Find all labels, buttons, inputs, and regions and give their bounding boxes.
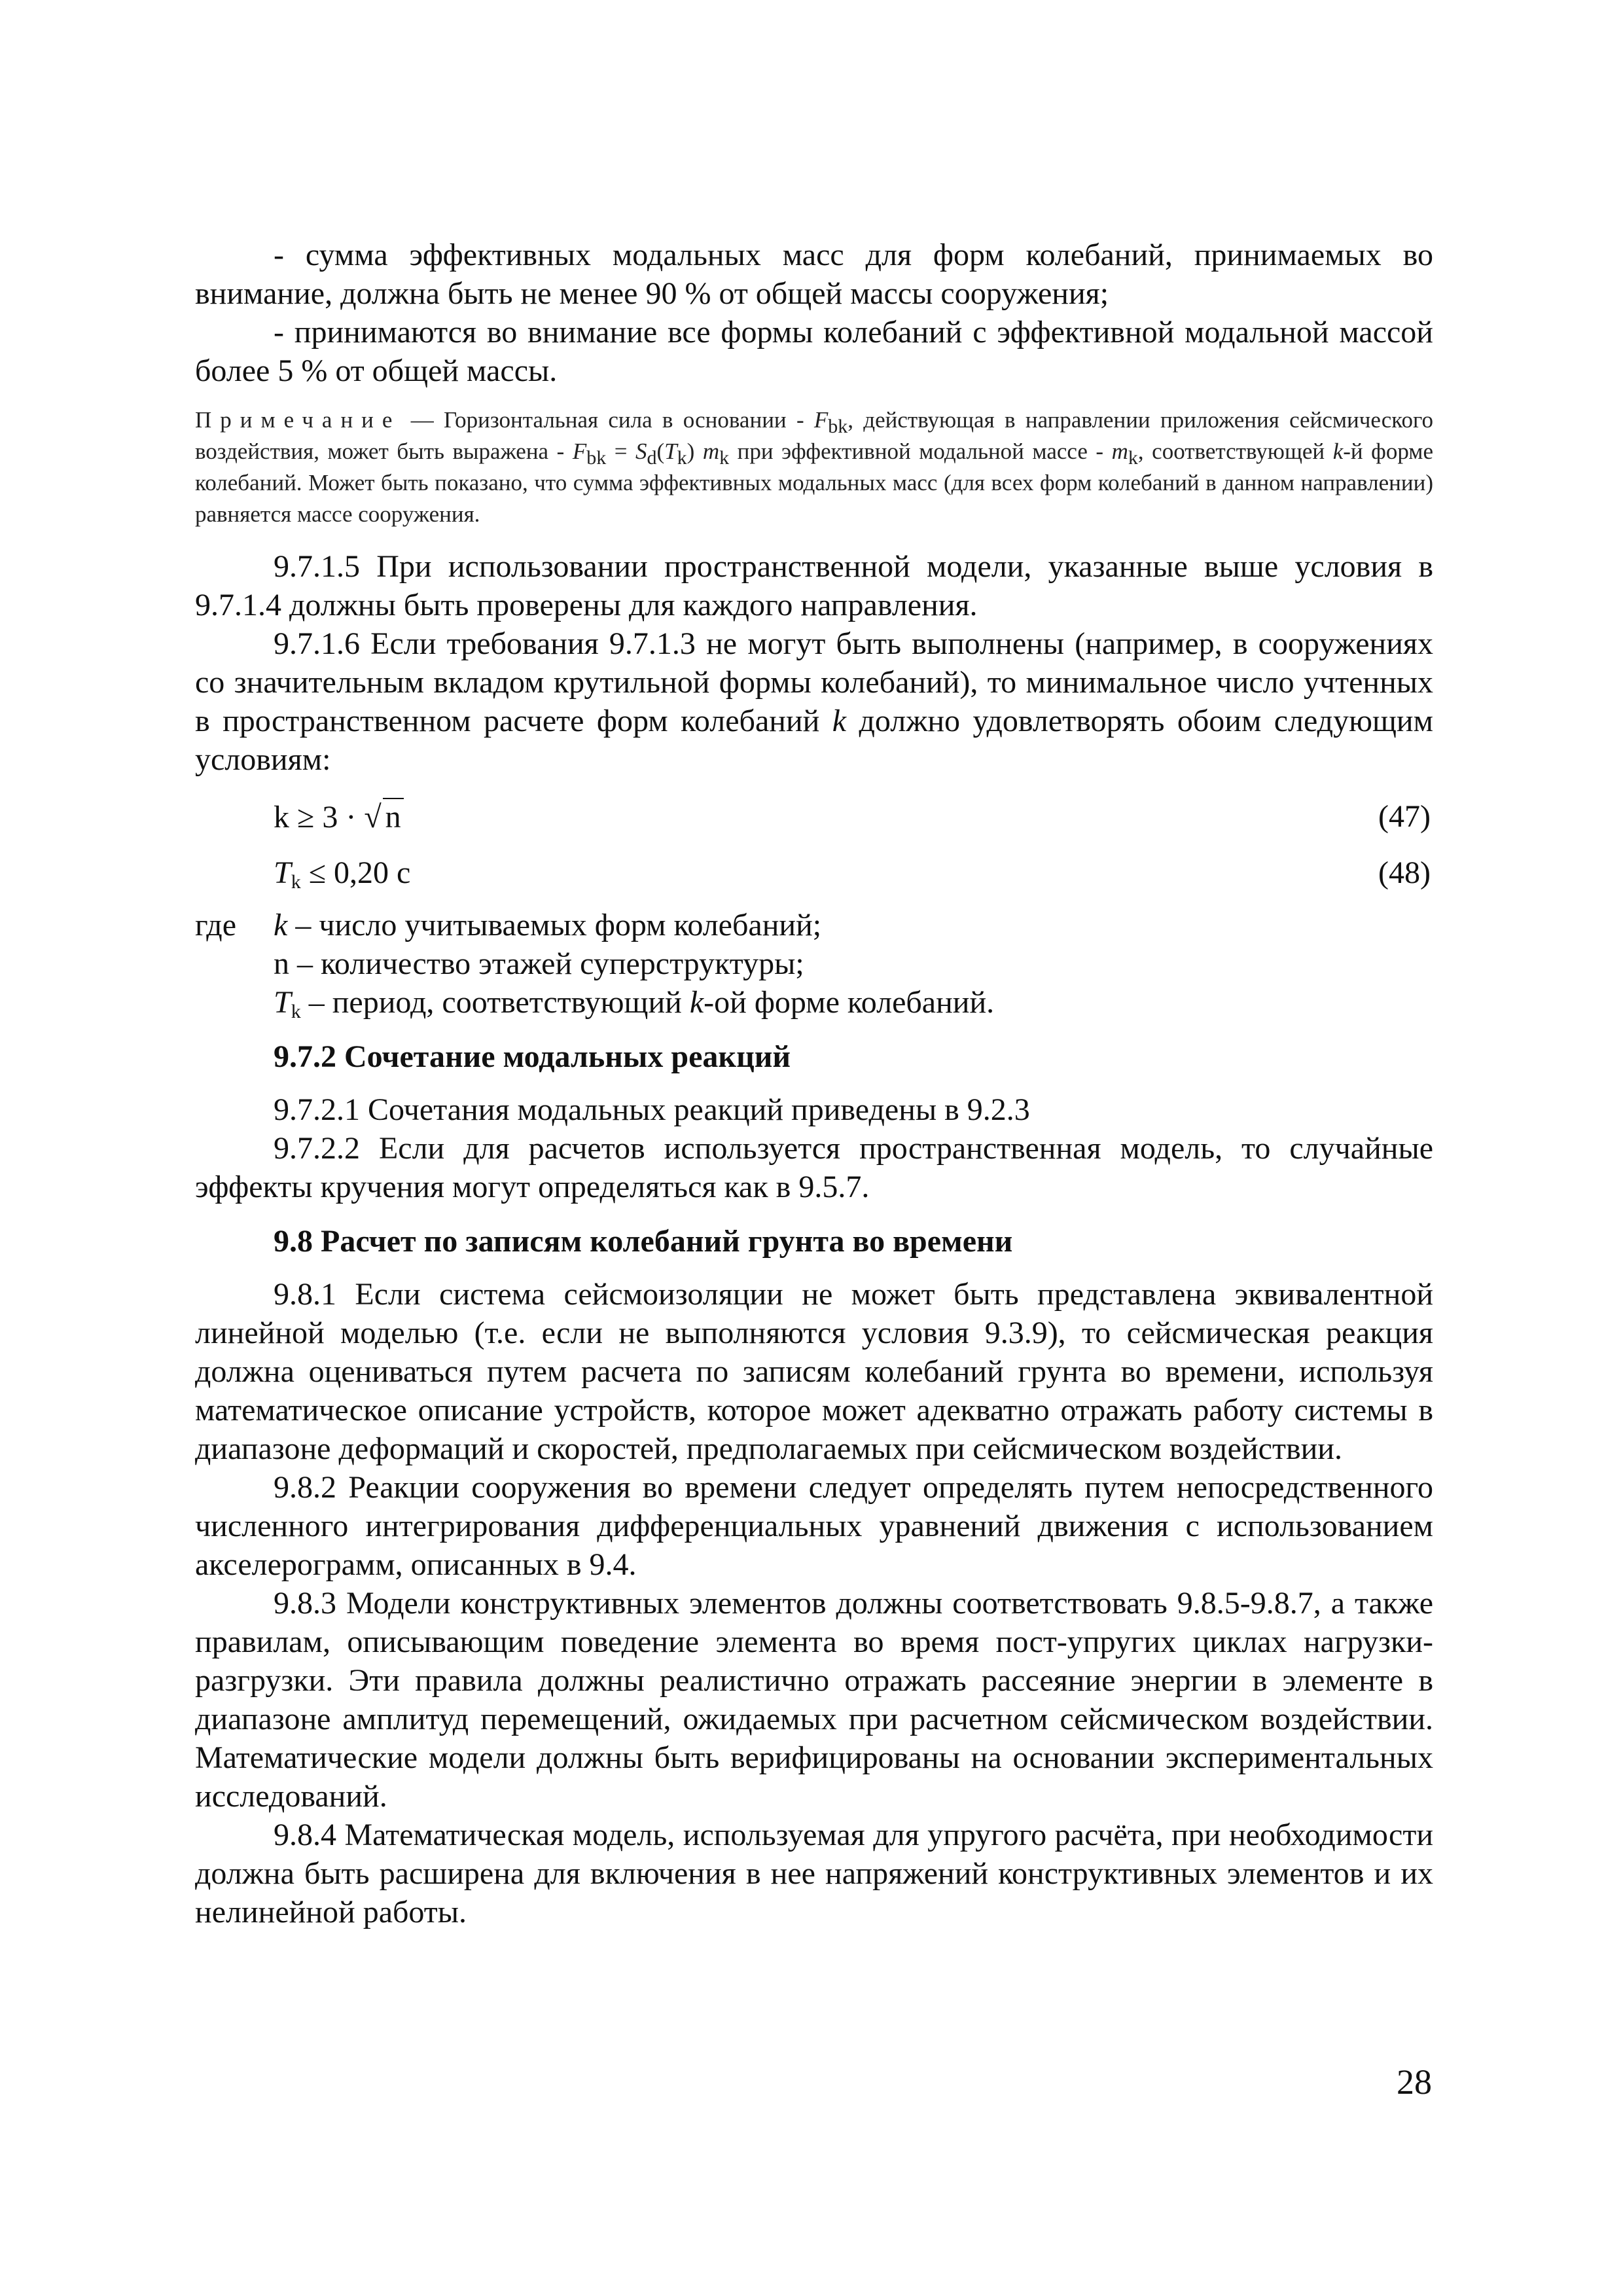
paragraph-9-8-3: 9.8.3 Модели конструктивных элементов должны соответствовать 9.8.5-9.8.7, а также правилам, описывающим поведение элемента во время пост-упругих циклах нагрузки-разгрузки. Эти правила должны реалистично отражать рассеяние энергии в элементе в диапазоне амплитуд перемещений, ожидаемых при расчетном сейсмическом воздействии. Математические модели должны быть верифицированы на основании экспериментальных исследований. xyxy=(195,1586,1433,1814)
page-content xyxy=(195,236,1433,1931)
formula-47-number: (47) xyxy=(1378,798,1431,834)
heading-9-8: 9.8 Расчет по записям колебаний грунта во времени xyxy=(274,1224,1013,1259)
note-paragraph: Примечание — Горизонтальная сила в основании - $F_{bk}$, действующая в направлении приложения сейсмического воздействия, может быть выражена - $F_{bk} = S_d(T_k)$ $m_k$ при эффективной модальной массе - $m_k$, соответствующей k-й форме колебаний. Может быть показано, что сумма эффективных модальных масс (для всех форм колебаний в данном направлении) равняется массе сооружения. xyxy=(195,407,1433,527)
formula-48 xyxy=(195,844,1433,901)
paragraph-9-7-2-2: 9.7.2.2 Если для расчетов используется пространственная модель, то случайные эффекты кручения могут определяться как в 9.5.7. xyxy=(195,1131,1433,1204)
sqrt-icon: √ xyxy=(364,799,382,834)
note-label: Примечание xyxy=(195,407,401,433)
paragraph-9-7-1-6: 9.7.1.6 Если требования 9.7.1.3 не могут быть выполнены (например, в сооружениях со значительным вкладом крутильной формы колебаний), то минимальное число учтенных в пространственном расчете форм колебаний k должно удовлетворять обоим следующим условиям: xyxy=(195,626,1433,777)
formula-47 xyxy=(195,788,1433,844)
formula-48-number: (48) xyxy=(1378,855,1431,890)
paragraph-9-8-2: 9.8.2 Реакции сооружения во времени следует определять путем непосредственного численного интегрирования дифференциальных уравнений движения с использованием акселерограмм, описанных в 9.4. xyxy=(195,1470,1433,1582)
paragraph-9-8-1: 9.8.1 Если система сейсмоизоляции не может быть представлена эквивалентной линейной моделью (т.е. если не выполняются условия 9.3.9), то сейсмическая реакция должна оцениваться путем расчета по записям колебаний грунта во времени, используя математическое описание устройств, которое может адекватно отражать работу системы в диапазоне деформаций и скоростей, предполагаемых при сейсмическом воздействии. xyxy=(195,1277,1433,1466)
formula-47-expression: k ≥ 3 · √ n xyxy=(274,798,404,835)
bullet-modal-mass-sum: - сумма эффективных модальных масс для форм колебаний, принимаемых во внимание, должна быть не менее 90 % от общей массы сооружения; xyxy=(195,238,1433,311)
where-line-tk: $T_k$ – период, соответствующий k-ой форме колебаний. xyxy=(274,985,995,1022)
where-label: где xyxy=(195,908,237,942)
where-block xyxy=(195,906,1433,1022)
page-number: 28 xyxy=(1397,2062,1432,2102)
paragraph-9-8-4: 9.8.4 Математическая модель, используемая для упругого расчёта, при необходимости должна быть расширена для включения в нее напряжений конструктивных элементов и их нелинейной работы. xyxy=(195,1818,1433,1929)
bullet-modal-mass-5pct: - принимаются во внимание все формы колебаний с эффективной модальной массой более 5 % от общей массы. xyxy=(195,315,1433,388)
formula-48-expression: $T_k \le 0,20$ с xyxy=(274,855,411,893)
where-line-n: n – количество этажей суперструктуры; xyxy=(274,946,804,981)
paragraph-9-7-2-1: 9.7.2.1 Сочетания модальных реакций приведены в 9.2.3 xyxy=(274,1092,1030,1127)
heading-9-7-2: 9.7.2 Сочетание модальных реакций xyxy=(274,1039,791,1074)
where-line-k: где k – число учитываемых форм колебаний; xyxy=(195,906,1433,944)
paragraph-9-7-1-5: 9.7.1.5 При использовании пространственной модели, указанные выше условия в 9.7.1.4 должны быть проверены для каждого направления. xyxy=(195,549,1433,622)
